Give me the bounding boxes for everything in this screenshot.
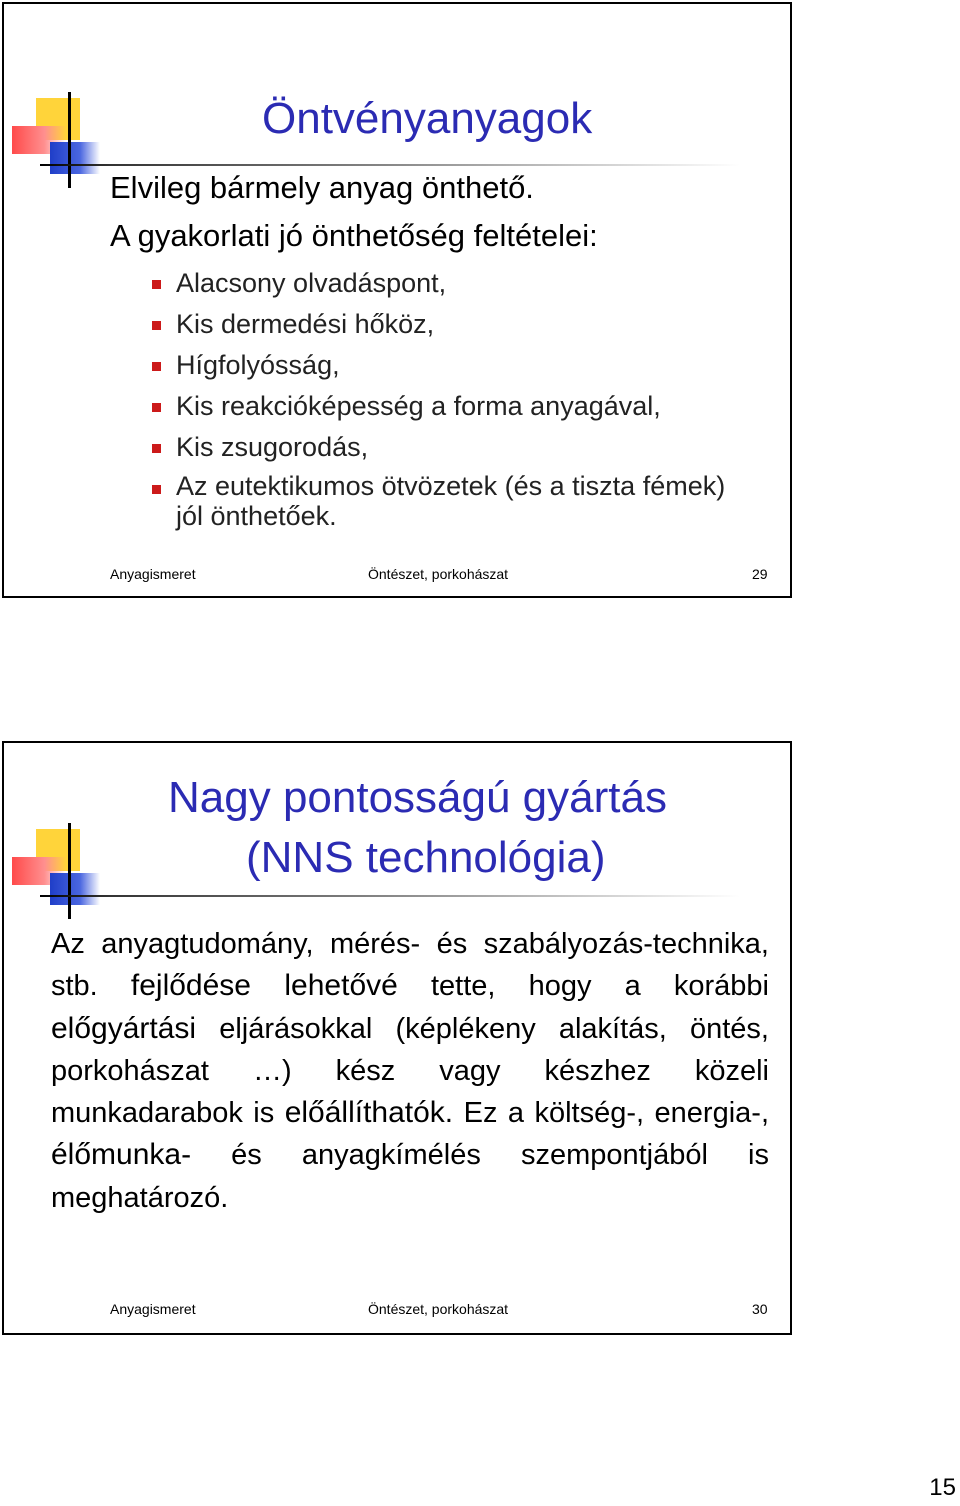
footer-left: Anyagismeret <box>110 1301 196 1317</box>
slide-decoration <box>4 829 114 929</box>
bullet-icon <box>152 485 161 494</box>
list-item: Hígfolyósság, <box>150 348 736 389</box>
list-item: Kis dermedési hőköz, <box>150 307 736 348</box>
footer-center: Öntészet, porkohászat <box>368 1301 509 1317</box>
list-item: Az eutektikumos ötvözetek (és a tiszta fémek) jól önthetőek. <box>150 471 736 531</box>
footer-left: Anyagismeret <box>110 566 196 582</box>
body-paragraph: Az anyagtudomány, mérés- és szabályozás-technika, stb. fejlődése lehetővé tette, hogy a korábbi előgyártási eljárásokkal (képlékeny alakítás, öntés, porkohászat …) kész vagy készhez közeli munkadarabok is előállíthatók. Ez a költség-, energia-, élőmunka- és anyagkímélés szempontjából is meghatározó. <box>51 928 769 1214</box>
list-item: Kis zsugorodás, <box>150 430 736 471</box>
list-item: Alacsony olvadáspont, <box>150 266 736 307</box>
list-item: Kis reakcióképesség a forma anyagával, <box>150 389 736 430</box>
slide-title: Nagy pontosságú gyártás <box>168 773 667 822</box>
slide-title: Öntvényanyagok <box>262 94 593 143</box>
body-line: Elvileg bármely anyag önthető. <box>110 170 534 205</box>
body-line: A gyakorlati jó önthetőség feltételei: <box>110 218 598 253</box>
slide-decoration <box>4 98 114 198</box>
footer-center: Öntészet, porkohászat <box>368 566 509 582</box>
bullet-list <box>150 266 736 531</box>
bullet-icon <box>152 321 161 330</box>
slide-subtitle: (NNS technológia) <box>246 833 606 882</box>
slide-number: 29 <box>752 566 768 582</box>
slide-30 <box>2 741 792 1335</box>
slide-29 <box>2 2 792 598</box>
page-number: 15 <box>929 1474 956 1501</box>
slide-number: 30 <box>752 1301 768 1317</box>
bullet-icon <box>152 444 161 453</box>
bullet-icon <box>152 280 161 289</box>
bullet-icon <box>152 403 161 412</box>
bullet-icon <box>152 362 161 371</box>
